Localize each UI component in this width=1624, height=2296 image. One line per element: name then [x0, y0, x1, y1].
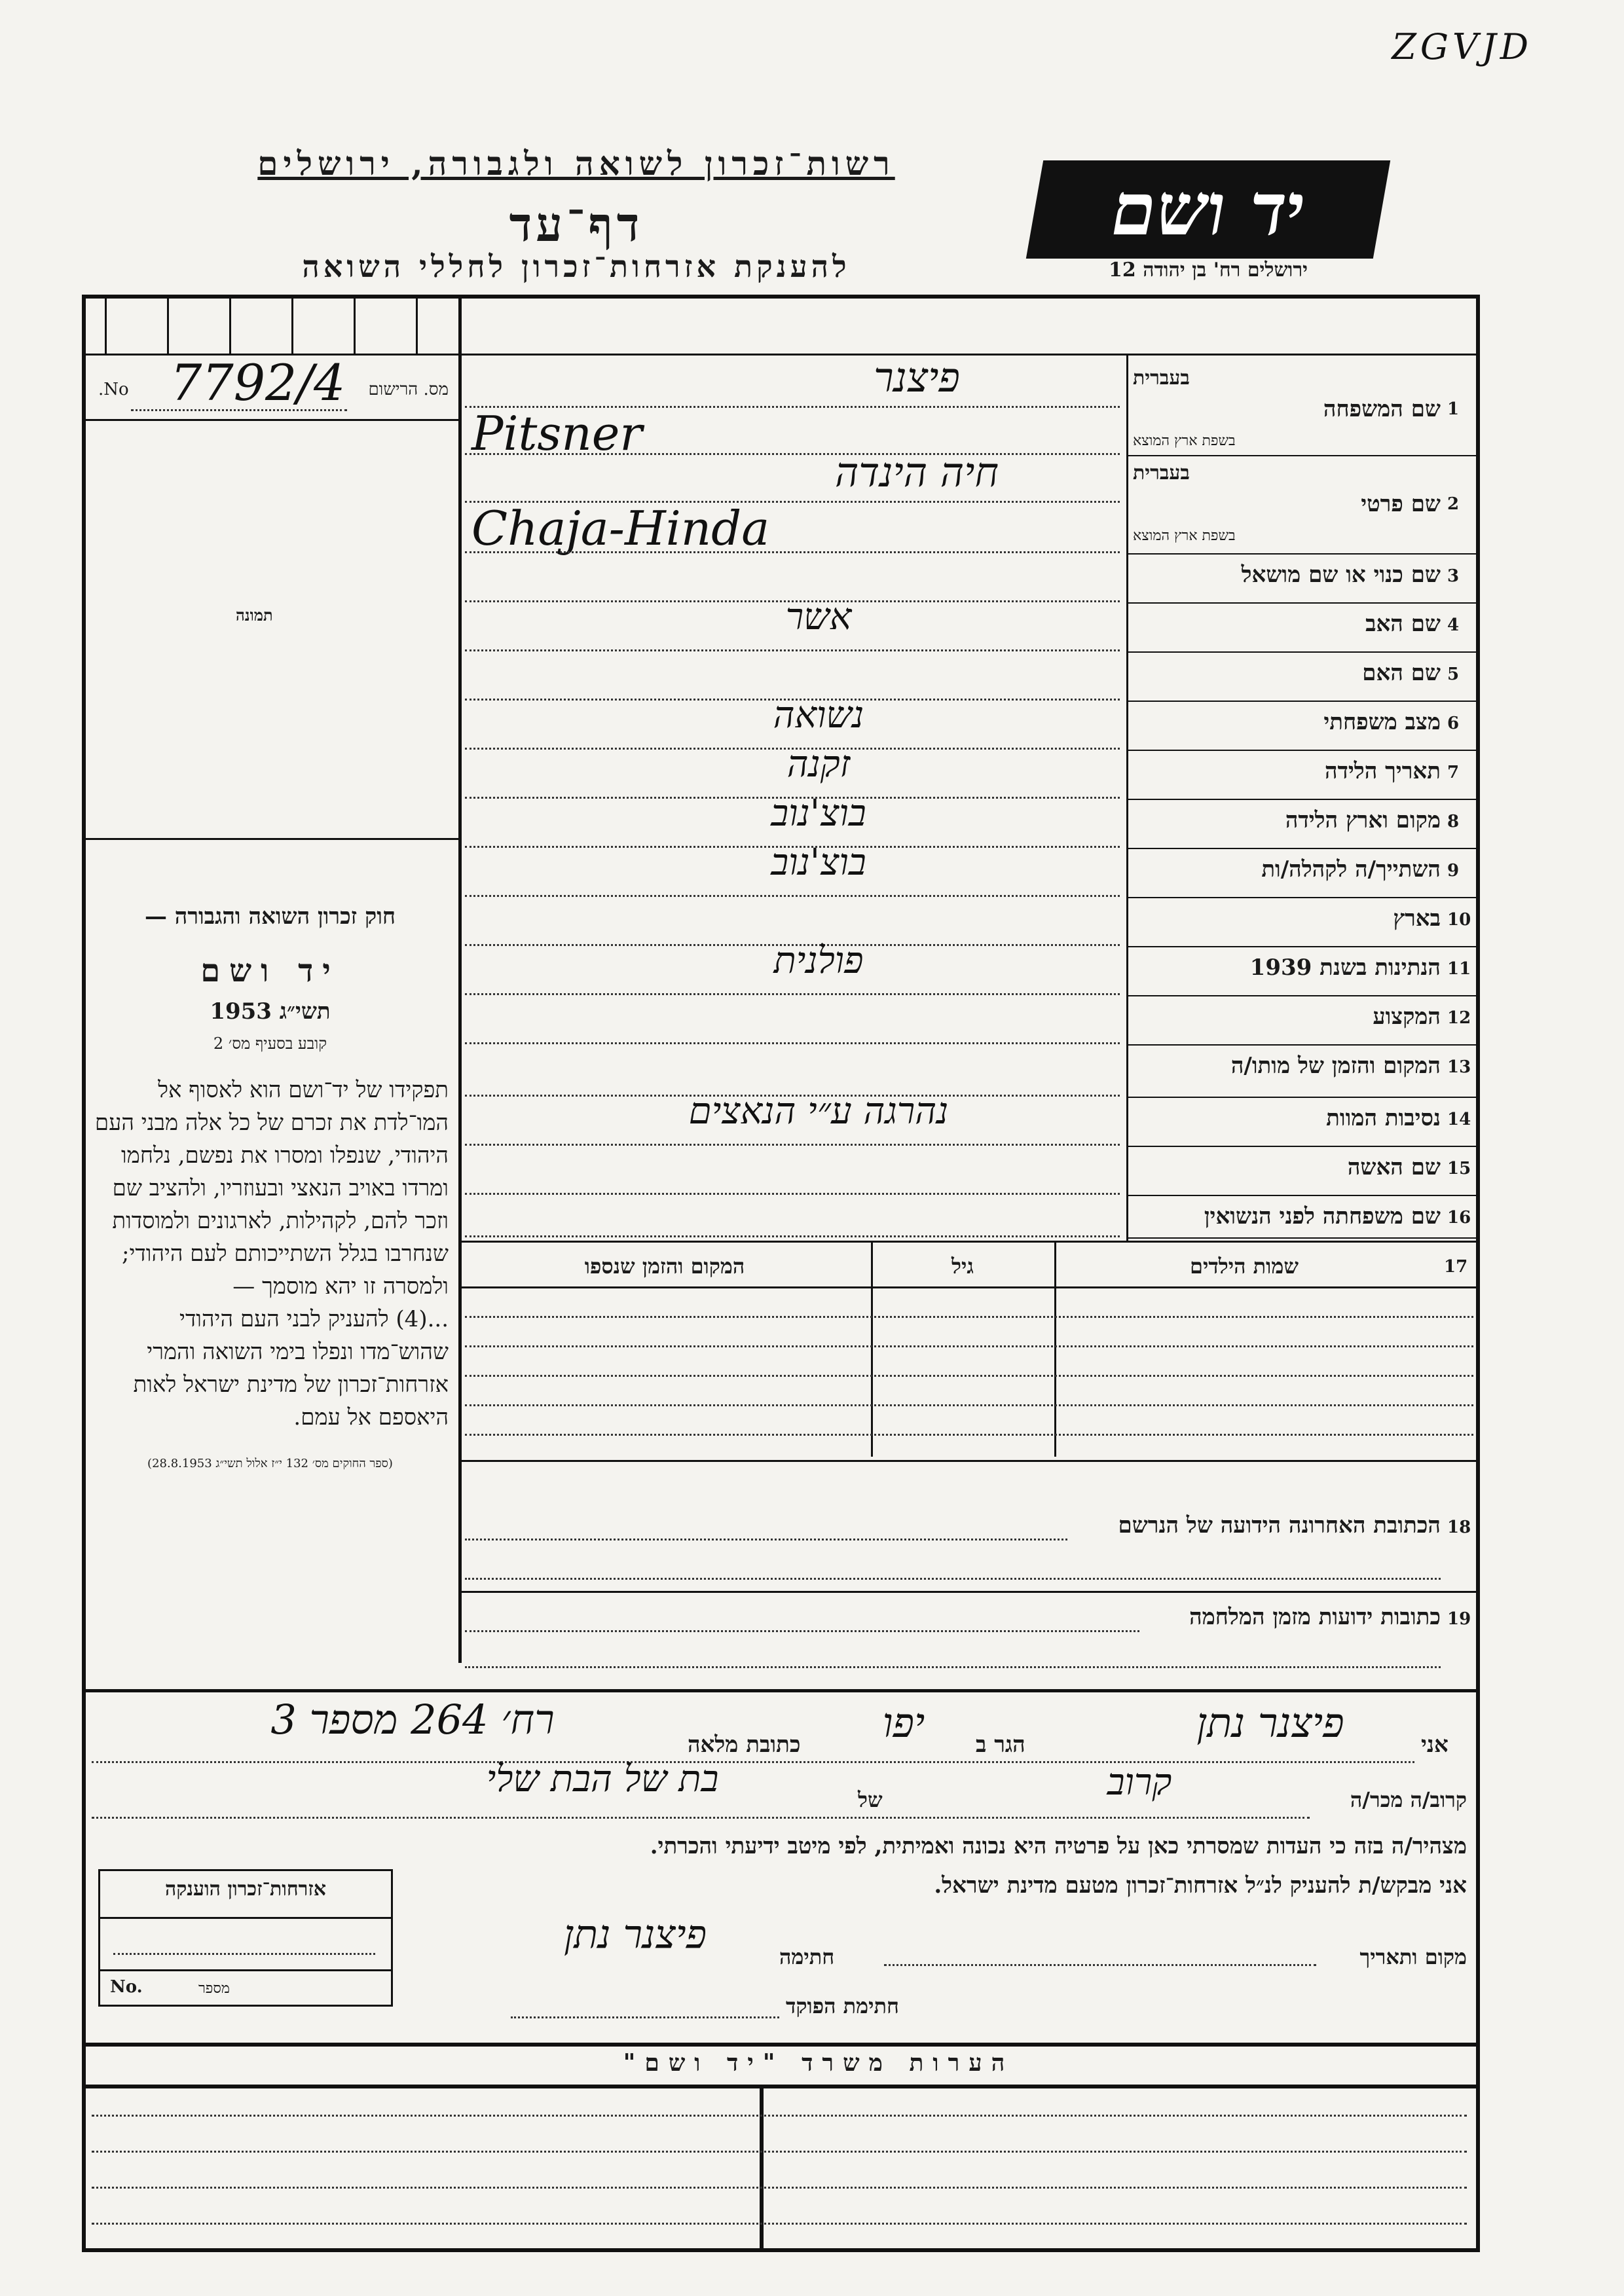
- field-value-dotline: [465, 895, 1120, 897]
- registration-label-en: No.: [98, 380, 129, 399]
- field-sub-label-hebrew: בעברית: [1133, 462, 1190, 484]
- field-number: 7: [1447, 763, 1460, 782]
- field-row-divider: [1126, 553, 1480, 555]
- law-body: תפקידו של יד־ושם הוא לאסוף אל המו־לדת את זכרם של כל אלה מבני העם היהודי, שנפלו ומסרו את נפשם, נלחמו ומרדו באויב הנאצי ובעוזריו, ולהציב שם וזכר להם, לקהילות, לארגונים ולמוסדות שנחרבו בגלל השתייכותם לעם היהודי; ולמסרה זו יהא מוסמך —: [94, 1077, 449, 1300]
- children-header-place: המקום והזמן שנספו: [584, 1254, 745, 1279]
- resident-label: הגר ב: [976, 1732, 1025, 1758]
- full-address-value: רח׳ 264 מספר 3: [270, 1696, 555, 1743]
- children-header-divider: [458, 1286, 1480, 1288]
- field-label: מקום וארץ הלידה: [1285, 807, 1441, 833]
- field-label: שם כנוי או שם מושאל: [1241, 562, 1441, 588]
- field-value-dotline: [465, 993, 1120, 995]
- place-date-line: [884, 1964, 1316, 1966]
- field-number: 6: [1447, 714, 1460, 733]
- authority-title: רשות־זכרון לשואה ולגבורה, ירושלים: [257, 144, 895, 183]
- field-label: שם האשה: [1347, 1154, 1441, 1180]
- form-title: דף־עד: [509, 196, 644, 252]
- field-value: זקנה: [786, 743, 851, 786]
- citizenship-box-divider: [100, 1917, 391, 1919]
- field-row-divider: [1126, 455, 1480, 456]
- registration-divider: [82, 419, 462, 421]
- field-label: תאריך הלידה: [1324, 758, 1441, 784]
- field-value-hebrew: פיצנר: [874, 354, 960, 401]
- field-label: המקצוע: [1373, 1004, 1441, 1030]
- photo-label: תמונה: [236, 606, 273, 625]
- citizenship-number-label: מספר: [198, 1980, 230, 1997]
- section-18-divider: [458, 1591, 1480, 1593]
- office-notes-center-divider: [760, 2085, 764, 2252]
- field-sub-label-origin: בשפת ארץ המוצא: [1133, 528, 1236, 544]
- last-address-line-2: [465, 1578, 1441, 1580]
- relation-value: קרוב: [1107, 1761, 1172, 1804]
- field-row-divider: [1126, 1195, 1480, 1196]
- field-row-divider: [1126, 1044, 1480, 1046]
- top-strip-box-divider: [291, 298, 293, 354]
- signature-label: חתימה: [779, 1944, 835, 1969]
- top-strip-box-divider: [167, 298, 169, 354]
- office-notes-line: [92, 2223, 1467, 2225]
- field-value-dotline: [465, 1193, 1120, 1195]
- of-label: של: [858, 1787, 883, 1812]
- yad-vashem-logo: יד ושם: [1026, 160, 1390, 259]
- last-address-line-1: [465, 1539, 1067, 1540]
- archive-code: ZGVJD: [1392, 26, 1532, 67]
- field-number: 11: [1447, 959, 1471, 979]
- wartime-address-label: כתובות ידועות מזמן המלחמה: [1189, 1604, 1441, 1630]
- law-heading: חוק זכרון השואה והגבורה —: [144, 903, 396, 930]
- officer-signature-label: חתימת הפוקד: [786, 1994, 899, 2018]
- field-value: נהרגה ע״י הנאצים: [688, 1090, 949, 1133]
- field-number: 12: [1447, 1008, 1471, 1028]
- declaration-divider: [82, 1689, 1480, 1692]
- citizenship-box: [98, 1869, 393, 2007]
- institution-address: ירושלים רח' בן יהודה 12: [1109, 259, 1308, 282]
- children-row-line: [465, 1404, 1473, 1406]
- field-row-divider: [1126, 701, 1480, 702]
- top-strip-box-divider: [229, 298, 231, 354]
- field-label: נסיבות המוות: [1326, 1105, 1441, 1131]
- children-row-line: [465, 1316, 1473, 1318]
- field-value-dotline: [465, 649, 1120, 651]
- children-row-line: [465, 1434, 1473, 1436]
- top-strip-box-divider: [416, 298, 418, 354]
- full-address-label: כתובת מלאה: [688, 1732, 801, 1758]
- field-value: אשר: [785, 596, 852, 638]
- field-row-divider: [1126, 995, 1480, 996]
- field-label: המקום והזמן של מותו/ה: [1230, 1053, 1441, 1079]
- law-clause: קובע בסעיף מס׳ 2: [213, 1034, 327, 1053]
- field-row-divider: [1126, 750, 1480, 751]
- field-number: 13: [1447, 1057, 1471, 1077]
- request-statement: אני מבקש/ת להעניק לנ״ל אזרחות־זכרון מטעם מדינת ישראל.: [934, 1872, 1467, 1899]
- field-row-divider: [1126, 1237, 1480, 1239]
- field-value: פולנית: [773, 939, 864, 982]
- field-row-divider: [1126, 848, 1480, 849]
- law-clause-4: ...(4) להעניק לבני העם היהודי שהוש־מדו ונפלו בימי השואה והמרי אזרחות־זכרון של מדינת ישראל לאות היאספם אל עמם.: [133, 1306, 449, 1430]
- relation-dotline: [92, 1817, 1310, 1819]
- field-value-origin: Pitsner: [471, 406, 642, 461]
- declarant-signature: פיצנר נתן: [563, 1912, 707, 1958]
- registration-number: 7792/4: [170, 354, 346, 412]
- field-number: 10: [1447, 910, 1471, 930]
- field-row-divider: [1126, 651, 1480, 653]
- children-row-line: [465, 1375, 1473, 1377]
- law-name: יד ושם: [200, 953, 340, 989]
- children-col-divider-2: [1054, 1241, 1056, 1457]
- photo-divider: [82, 838, 462, 840]
- relation-label: קרוב/ה מכר/ה: [1350, 1787, 1467, 1812]
- wartime-address-num: 19: [1447, 1609, 1471, 1629]
- field-label: שם פרטי: [1361, 491, 1441, 517]
- children-header-age: גיל: [951, 1254, 974, 1279]
- field-sub-label-origin: בשפת ארץ המוצא: [1133, 433, 1236, 449]
- field-label: השתייך/ה לקהלה/ות: [1261, 856, 1441, 883]
- office-notes-line: [92, 2187, 1467, 2189]
- wartime-address-line-2: [465, 1666, 1441, 1668]
- field-number: 9: [1447, 861, 1460, 881]
- place-date-label: מקום ותאריך: [1359, 1944, 1467, 1969]
- left-column-divider: [458, 295, 462, 1663]
- field-number: 4: [1447, 615, 1460, 635]
- children-header-names: שמות הילדים: [1190, 1254, 1299, 1279]
- field-label: שם המשפחה: [1323, 396, 1441, 422]
- law-citation: (ספר החוקים מס׳ 132 י״ז אלול תשי״ג 28.8.1953): [147, 1457, 393, 1470]
- children-table-bottom: [458, 1460, 1480, 1462]
- field-number: 1: [1447, 399, 1460, 419]
- registration-label-he: מס. הרישום: [368, 380, 449, 399]
- field-value-dotline: [465, 1144, 1120, 1146]
- field-label: בארץ: [1393, 905, 1441, 932]
- registration-dotline: [131, 409, 347, 411]
- field-value-dotline: [465, 1235, 1120, 1237]
- citizenship-box-line: [113, 1953, 375, 1955]
- field-value-dotline: [465, 551, 1120, 553]
- field-row-divider: [1126, 1146, 1480, 1147]
- top-strip-box-divider: [105, 298, 107, 354]
- field-row-divider: [1126, 602, 1480, 604]
- field-label: מצב משפחתי: [1323, 709, 1441, 735]
- top-strip-box-divider: [354, 298, 356, 354]
- resident-city: יפו: [882, 1699, 925, 1747]
- children-table-top: [458, 1241, 1480, 1243]
- citizenship-box-title: אזרחות־זכרון הוענקה: [164, 1878, 327, 1901]
- declaration-statement: מצהיר/ה בזה כי העדות שמסרתי כאן על פרטיה היא נכונה ואמיתית, לפי מיטב ידיעתי והכרתי.: [650, 1833, 1467, 1859]
- field-value-dotline: [465, 1042, 1120, 1044]
- field-row-divider: [1126, 799, 1480, 800]
- officer-signature-line: [511, 2016, 779, 2018]
- field-value: בוצ'נוב: [771, 841, 866, 884]
- office-notes-line: [92, 2115, 1467, 2117]
- declarant-label: אני: [1421, 1732, 1449, 1758]
- field-label: שם משפחתה לפני הנשואין: [1204, 1203, 1441, 1230]
- field-row-divider: [1126, 946, 1480, 947]
- field-sub-label-hebrew: בעברית: [1133, 367, 1190, 390]
- children-num: 17: [1444, 1257, 1468, 1277]
- citizenship-box-divider-2: [100, 1969, 391, 1971]
- declarant-name: פיצנר נתן: [1196, 1699, 1344, 1747]
- field-row-divider: [1126, 1097, 1480, 1098]
- children-row-line: [465, 1345, 1473, 1347]
- last-address-label: הכתובת האחרונה הידועה של הנרשם: [1118, 1512, 1441, 1539]
- field-label: הנתינות בשנת 1939: [1249, 955, 1441, 981]
- office-notes-line: [92, 2151, 1467, 2153]
- citizenship-number-en: No.: [110, 1977, 143, 1997]
- field-value-hebrew: חיה הינדה: [834, 448, 999, 496]
- law-year: תשי״ג 1953: [210, 998, 331, 1025]
- field-number: 15: [1447, 1159, 1471, 1178]
- last-address-num: 18: [1447, 1518, 1471, 1537]
- relation-of-value: בת של הבת שלי: [486, 1758, 719, 1800]
- field-number: 8: [1447, 812, 1460, 831]
- field-label: שם האב: [1365, 611, 1441, 637]
- label-column-divider: [1126, 354, 1128, 1241]
- field-number: 16: [1447, 1208, 1471, 1228]
- field-value-origin: Chaja-Hinda: [471, 501, 770, 556]
- field-number: 3: [1447, 566, 1460, 586]
- wartime-address-line-1: [465, 1630, 1139, 1632]
- field-value: בוצ'נוב: [771, 792, 866, 835]
- field-number: 14: [1447, 1110, 1471, 1129]
- field-number: 2: [1447, 494, 1460, 514]
- field-value: נשואה: [773, 694, 864, 737]
- office-notes-divider: [82, 2085, 1480, 2087]
- field-label: שם האם: [1362, 660, 1441, 686]
- field-number: 5: [1447, 665, 1460, 684]
- form-subtitle: להענקת אזרחות־זכרון לחללי השואה: [302, 249, 851, 284]
- field-row-divider: [1126, 897, 1480, 898]
- children-col-divider-1: [871, 1241, 873, 1457]
- office-notes-label: הערות משרד "יד ושם": [623, 2049, 1014, 2077]
